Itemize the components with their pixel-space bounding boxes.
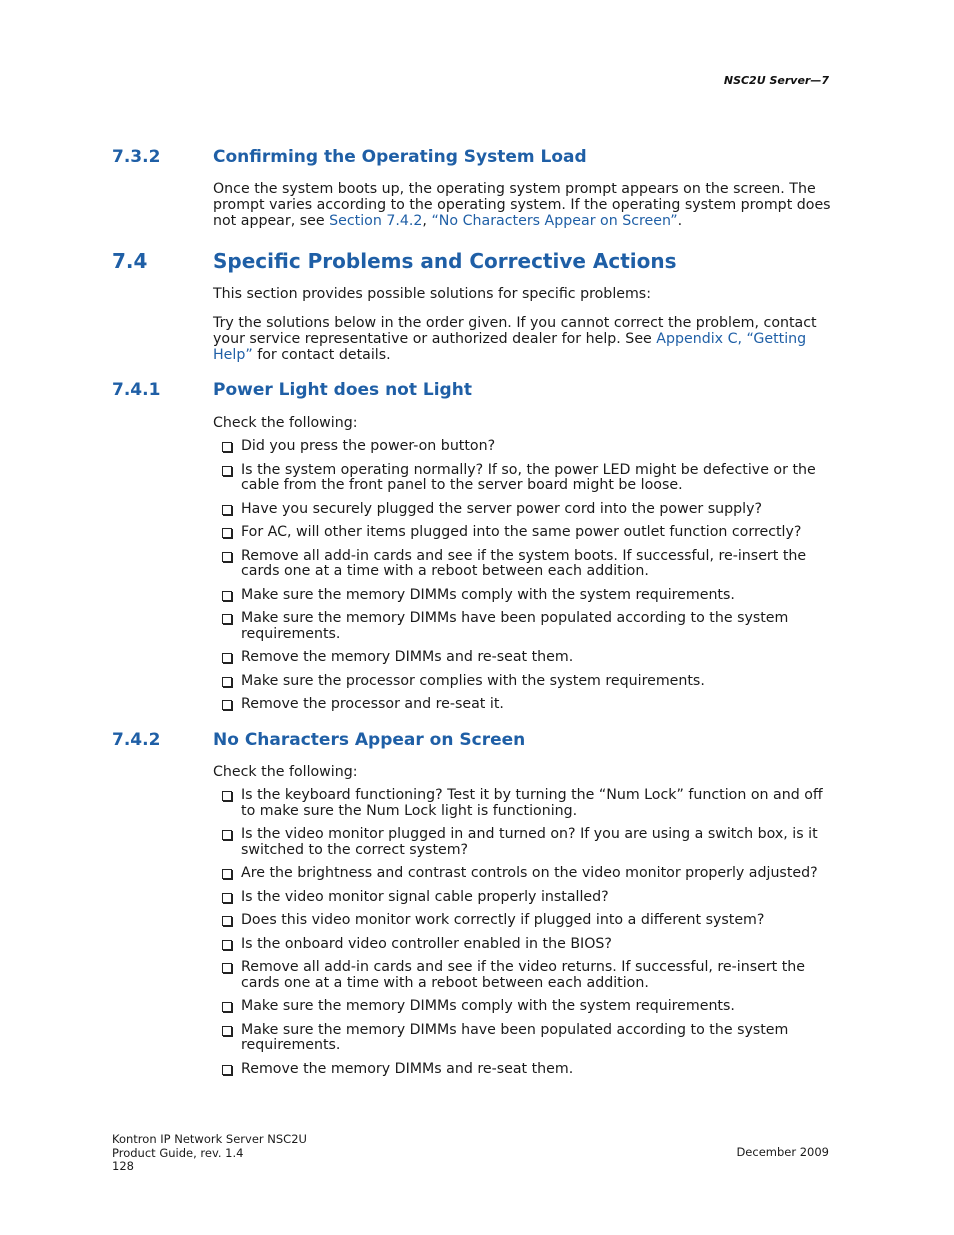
checkbox-icon: [222, 830, 232, 840]
checkbox-icon: [222, 1026, 232, 1036]
list-item-text: Is the onboard video controller enabled in the BIOS?: [241, 935, 612, 952]
checkbox-icon: [222, 442, 232, 452]
section-number: 7.3.2: [112, 147, 161, 167]
list-item-text: Make sure the memory DIMMs comply with the system requirements.: [241, 998, 735, 1014]
list-item: [220, 674, 835, 690]
list-item: [220, 788, 835, 819]
link-appendix-c[interactable]: Appendix C, “Getting Help”: [213, 331, 807, 363]
list-item-text: Have you securely plugged the server power cord into the power supply?: [241, 500, 763, 517]
footer-left: [112, 1133, 307, 1174]
checkbox-icon: [222, 916, 232, 926]
list-item-text: Does this video monitor work correctly if plugged into a different system?: [241, 912, 765, 928]
checkbox-icon: [222, 700, 232, 710]
list-item-text: Is the video monitor plugged in and turned on? If you are using a switch box, is it switched to the correct system?: [241, 826, 818, 858]
paragraph-end: for contact details.: [252, 347, 391, 363]
list-item: [220, 866, 835, 882]
checkbox-icon: [222, 940, 232, 950]
list-item: [220, 697, 835, 713]
checkbox-icon: [222, 466, 232, 476]
list-item: [220, 463, 835, 494]
list-item: [220, 1062, 835, 1078]
list-item: [220, 650, 835, 666]
list-item-text: Remove the memory DIMMs and re-seat them.: [241, 649, 574, 665]
list-item-text: Is the system operating normally? If so, the power LED might be defective or the cable from the front panel to the server board might be loose.: [241, 461, 816, 493]
footer-page-number: 128: [112, 1159, 134, 1173]
footer-product: Kontron IP Network Server NSC2U: [112, 1132, 307, 1146]
checkbox-icon: [222, 528, 232, 538]
list-item-text: For AC, will other items plugged into the same power outlet function correctly?: [241, 524, 802, 540]
paragraph-order: [213, 315, 833, 363]
checkbox-icon: [222, 893, 232, 903]
checkbox-icon: [222, 791, 232, 801]
paragraph-end: .: [677, 213, 683, 229]
list-item-text: Make sure the memory DIMMs have been populated according to the system requirements.: [241, 610, 789, 642]
running-header: NSC2U Server—7: [723, 74, 829, 87]
section-title: Power Light does not Light: [213, 380, 472, 400]
checkbox-icon: [222, 1065, 232, 1075]
list-item-text: Remove all add-in cards and see if the system boots. If successful, re-insert the cards one at a time with a reboot between each addition.: [241, 547, 807, 579]
list-item: [220, 525, 835, 541]
link-separator: ,: [422, 213, 432, 229]
section-number: 7.4: [112, 249, 148, 273]
paragraph-solutions: This section provides possible solutions for specific problems:: [213, 286, 651, 302]
paragraph-text: Try the solutions below in the order given. If you cannot correct the problem, contact your service representative or authorized dealer for help. See: [213, 315, 817, 347]
list-item-text: Did you press the power-on button?: [241, 438, 496, 454]
list-item: [220, 999, 835, 1015]
list-item-text: Remove the processor and re-seat it.: [241, 696, 504, 712]
checkbox-icon: [222, 1002, 232, 1012]
list-item: [220, 890, 835, 906]
checkbox-icon: [222, 552, 232, 562]
section-number: 7.4.2: [112, 730, 161, 750]
list-item: [220, 937, 835, 953]
checkbox-icon: [222, 677, 232, 687]
checkbox-icon: [222, 614, 232, 624]
link-no-characters[interactable]: “No Characters Appear on Screen”: [431, 213, 678, 229]
list-item-text: Make sure the processor complies with the system requirements.: [241, 672, 705, 689]
checkbox-icon: [222, 505, 232, 515]
check-intro: Check the following:: [213, 415, 358, 431]
checkbox-icon: [222, 591, 232, 601]
checkbox-icon: [222, 869, 232, 879]
list-item: [220, 439, 835, 455]
list-item-text: Remove the memory DIMMs and re-seat them.: [241, 1060, 574, 1077]
link-section-7-4-2[interactable]: Section 7.4.2: [329, 213, 423, 229]
checkbox-icon: [222, 963, 232, 973]
list-item: [220, 1023, 835, 1054]
list-item-text: Make sure the memory DIMMs have been populated according to the system requirements.: [241, 1021, 789, 1053]
list-item-text: Remove all add-in cards and see if the video returns. If successful, re-insert the cards one at a time with a reboot between each addition.: [241, 959, 806, 991]
list-item-text: Is the keyboard functioning? Test it by turning the “Num Lock” function on and off to make sure the Num Lock light is functioning.: [241, 787, 823, 819]
list-item: [220, 960, 835, 991]
list-item-text: Make sure the memory DIMMs comply with the system requirements.: [241, 586, 735, 603]
list-item: [220, 611, 835, 642]
section-title: No Characters Appear on Screen: [213, 730, 526, 750]
paragraph-os-load: [213, 181, 833, 229]
list-item-text: Is the video monitor signal cable properly installed?: [241, 888, 609, 905]
footer-date: December 2009: [736, 1145, 829, 1159]
checklist-no-characters: [220, 788, 835, 1085]
list-item: [220, 827, 835, 858]
list-item: [220, 549, 835, 580]
section-title: Confirming the Operating System Load: [213, 147, 587, 167]
checklist-power-light: [220, 439, 835, 721]
checkbox-icon: [222, 653, 232, 663]
list-item-text: Are the brightness and contrast controls on the video monitor properly adjusted?: [241, 865, 818, 881]
list-item: [220, 588, 835, 604]
footer-guide: Product Guide, rev. 1.4: [112, 1145, 244, 1160]
list-item: [220, 913, 835, 929]
section-title: Specific Problems and Corrective Actions: [213, 249, 677, 273]
section-number: 7.4.1: [112, 380, 161, 400]
list-item: [220, 502, 835, 518]
check-intro: Check the following:: [213, 764, 358, 780]
paragraph-text: Once the system boots up, the operating system prompt appears on the screen. The prompt varies according to the operating system. If the operating system prompt does not appear, see: [213, 181, 831, 229]
